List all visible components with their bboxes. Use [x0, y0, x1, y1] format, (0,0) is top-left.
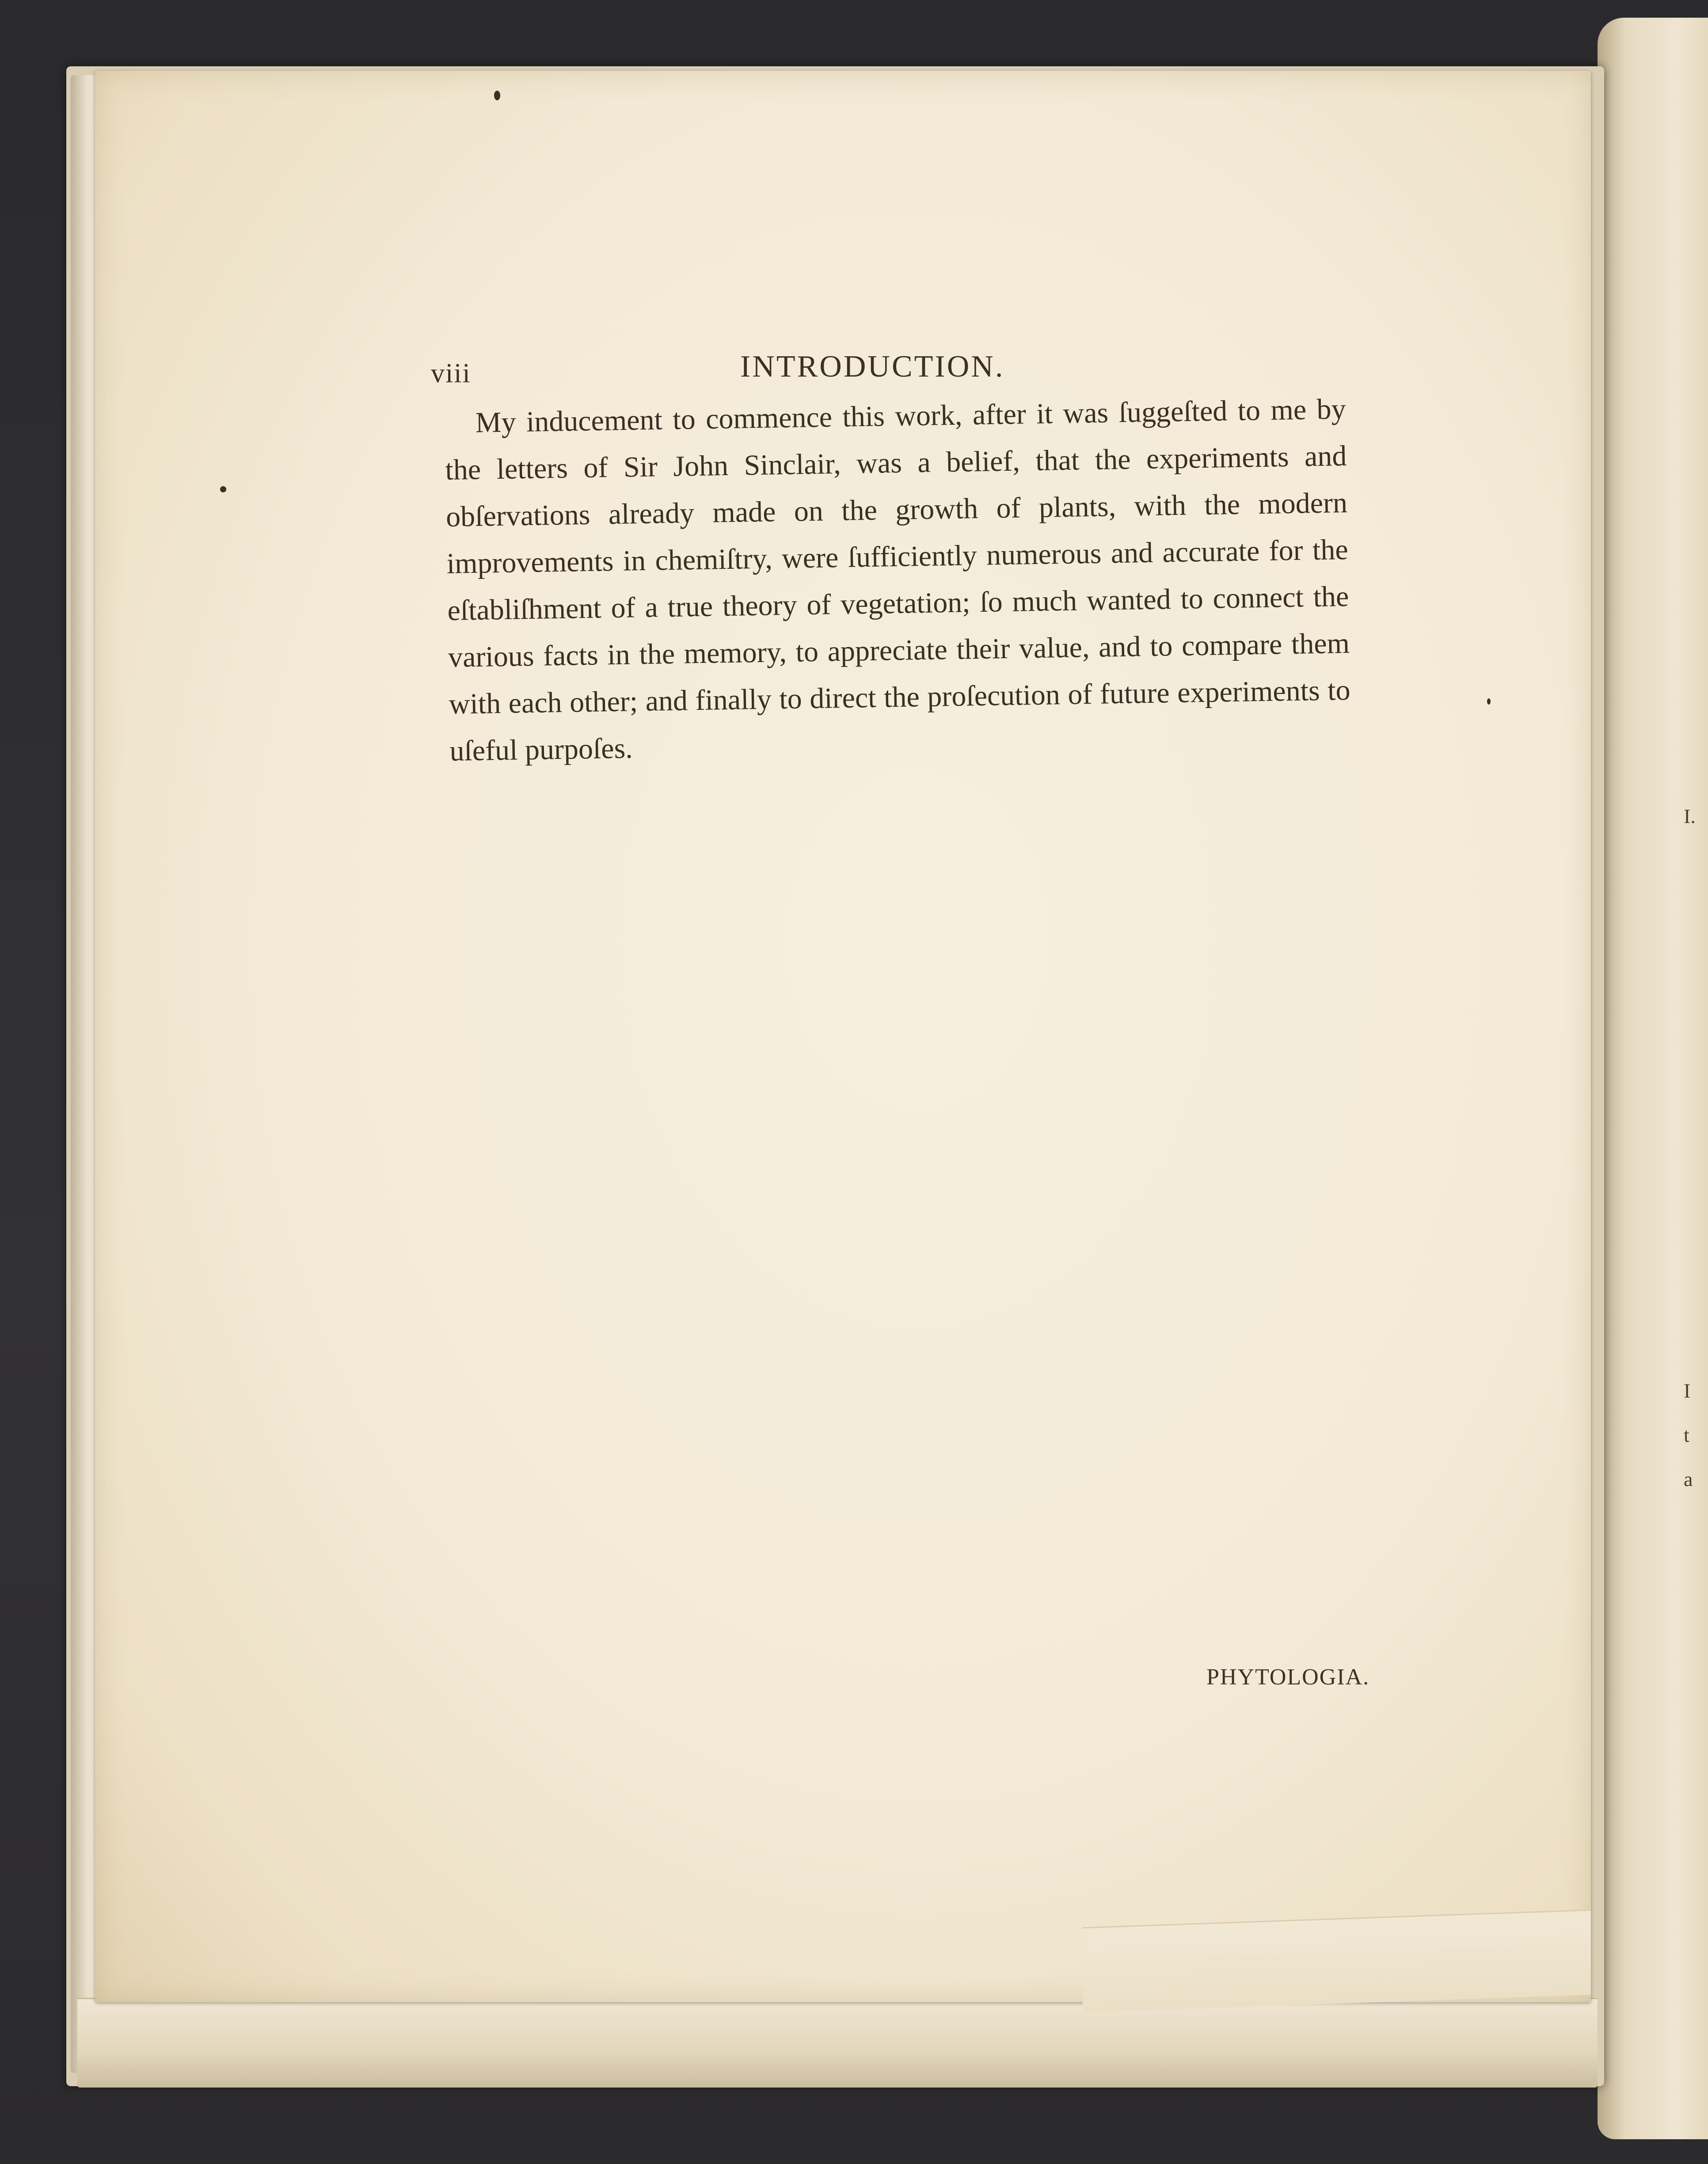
facing-page-glyph: t [1684, 1424, 1689, 1446]
paragraph: My inducement to commence this work, after it was ſuggeſted to me by the letters of Sir John Sinclair, was a belief, that the experiments and obſervations already made on the growth of plants, with the modern improvements in chemiſtry, were ſufficiently numerous and accurate for the eſtabliſhment of a true theory of vegetation; ſo much wanted to connect the various facts in the memory, to appreciate their value, and to compare them with each other; and finally to direct the proſecution of future experiments to uſeful purpoſes. [445, 392, 1351, 767]
facing-page-edge [1598, 18, 1708, 2139]
facing-page-glyph: I. [1684, 805, 1696, 827]
catchword: PHYTOLOGIA. [1206, 1665, 1370, 1690]
page-number: viii [431, 358, 471, 389]
ink-speck [494, 91, 500, 100]
page-stack-bottom-edge [77, 1998, 1598, 2088]
running-head [431, 349, 1359, 389]
body-text [444, 386, 1351, 775]
page-torn-edge [1083, 1909, 1591, 2012]
facing-page-glyph: I [1684, 1379, 1691, 1402]
ink-speck [220, 486, 226, 492]
page-title: INTRODUCTION. [740, 350, 1005, 384]
facing-page-glyph: a [1684, 1468, 1693, 1490]
ink-speck [1487, 698, 1491, 705]
